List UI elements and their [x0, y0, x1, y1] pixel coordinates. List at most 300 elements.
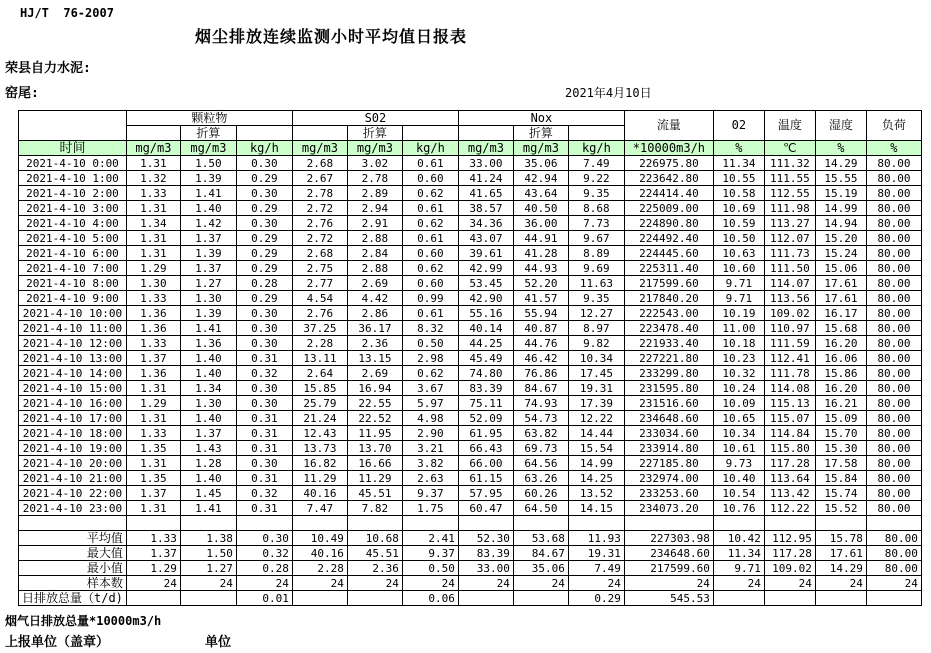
table-row — [19, 336, 922, 351]
value-cell: 9.73 — [713, 456, 764, 471]
value-cell: 40.14 — [458, 321, 513, 336]
summary-value-cell: 24 — [126, 576, 180, 591]
time-cell: 2021-4-10 21:00 — [19, 471, 127, 486]
value-cell: 52.20 — [513, 276, 568, 291]
time-cell: 2021-4-10 0:00 — [19, 156, 127, 171]
value-cell: 113.64 — [764, 471, 815, 486]
unit-nox-kgh: kg/h — [568, 141, 624, 156]
summary-value-cell: 24 — [180, 576, 236, 591]
value-cell: 0.29 — [236, 261, 292, 276]
value-cell: 15.68 — [815, 321, 866, 336]
value-cell: 112.55 — [764, 186, 815, 201]
summary-value-cell: 19.31 — [568, 546, 624, 561]
value-cell: 2.76 — [292, 306, 347, 321]
value-cell: 11.63 — [568, 276, 624, 291]
value-cell: 15.74 — [815, 486, 866, 501]
value-cell: 61.15 — [458, 471, 513, 486]
value-cell: 15.24 — [815, 246, 866, 261]
value-cell: 1.41 — [180, 321, 236, 336]
value-cell: 22.52 — [347, 411, 402, 426]
value-cell: 54.73 — [513, 411, 568, 426]
value-cell: 69.73 — [513, 441, 568, 456]
table-row — [19, 396, 922, 411]
value-cell: 80.00 — [866, 471, 921, 486]
value-cell: 10.23 — [713, 351, 764, 366]
value-cell: 80.00 — [866, 501, 921, 516]
value-cell: 0.31 — [236, 411, 292, 426]
value-cell: 233299.80 — [624, 366, 713, 381]
value-cell: 1.37 — [126, 486, 180, 501]
converted-label-so2: 折算 — [347, 126, 402, 141]
value-cell: 80.00 — [866, 426, 921, 441]
value-cell: 80.00 — [866, 381, 921, 396]
value-cell: 2.78 — [292, 186, 347, 201]
value-cell: 1.41 — [180, 501, 236, 516]
value-cell: 80.00 — [866, 411, 921, 426]
value-cell: 0.30 — [236, 336, 292, 351]
value-cell: 114.08 — [764, 381, 815, 396]
table-row — [19, 156, 922, 171]
value-cell: 15.85 — [292, 381, 347, 396]
value-cell: 16.20 — [815, 336, 866, 351]
value-cell: 234648.60 — [624, 411, 713, 426]
summary-value-cell: 80.00 — [866, 561, 921, 576]
time-cell: 2021-4-10 3:00 — [19, 201, 127, 216]
value-cell: 224492.40 — [624, 231, 713, 246]
value-cell: 223642.80 — [624, 171, 713, 186]
summary-value-cell: 0.50 — [402, 561, 458, 576]
value-cell: 225009.00 — [624, 201, 713, 216]
value-cell: 80.00 — [866, 366, 921, 381]
value-cell: 1.31 — [126, 231, 180, 246]
value-cell: 63.26 — [513, 471, 568, 486]
value-cell: 1.45 — [180, 486, 236, 501]
summary-value-cell: 1.33 — [126, 531, 180, 546]
summary-value-cell — [180, 591, 236, 606]
table-row — [19, 351, 922, 366]
summary-value-cell: 1.38 — [180, 531, 236, 546]
time-cell: 2021-4-10 22:00 — [19, 486, 127, 501]
value-cell: 80.00 — [866, 486, 921, 501]
summary-row — [19, 546, 922, 561]
value-cell: 111.55 — [764, 171, 815, 186]
value-cell: 224414.40 — [624, 186, 713, 201]
value-cell: 111.32 — [764, 156, 815, 171]
value-cell: 1.39 — [180, 171, 236, 186]
value-cell: 10.34 — [568, 351, 624, 366]
unit-pm-mg-converted: mg/m3 — [180, 141, 236, 156]
value-cell: 41.65 — [458, 186, 513, 201]
summary-value-cell — [126, 591, 180, 606]
value-cell: 2.64 — [292, 366, 347, 381]
value-cell: 1.40 — [180, 201, 236, 216]
col-load: 负荷 — [866, 111, 921, 141]
value-cell: 2.86 — [347, 306, 402, 321]
value-cell: 2.84 — [347, 246, 402, 261]
value-cell: 3.67 — [402, 381, 458, 396]
blank-cell — [458, 516, 513, 531]
value-cell: 37.25 — [292, 321, 347, 336]
value-cell: 2.89 — [347, 186, 402, 201]
value-cell: 15.30 — [815, 441, 866, 456]
blank-cell — [568, 516, 624, 531]
table-row — [19, 426, 922, 441]
summary-value-cell: 217599.60 — [624, 561, 713, 576]
value-cell: 83.39 — [458, 381, 513, 396]
blank-cell — [402, 126, 458, 141]
summary-label: 平均值 — [19, 531, 127, 546]
value-cell: 10.60 — [713, 261, 764, 276]
value-cell: 14.94 — [815, 216, 866, 231]
blank-cell — [402, 516, 458, 531]
value-cell: 0.30 — [236, 381, 292, 396]
value-cell: 11.29 — [292, 471, 347, 486]
value-cell: 234073.20 — [624, 501, 713, 516]
value-cell: 39.61 — [458, 246, 513, 261]
summary-value-cell — [815, 591, 866, 606]
value-cell: 113.42 — [764, 486, 815, 501]
value-cell: 4.42 — [347, 291, 402, 306]
value-cell: 8.97 — [568, 321, 624, 336]
value-cell: 111.98 — [764, 201, 815, 216]
value-cell: 36.17 — [347, 321, 402, 336]
value-cell: 52.09 — [458, 411, 513, 426]
summary-value-cell: 52.30 — [458, 531, 513, 546]
value-cell: 114.84 — [764, 426, 815, 441]
reporting-unit-label: 上报单位（盖章） — [5, 635, 110, 650]
summary-value-cell: 33.00 — [458, 561, 513, 576]
value-cell: 13.15 — [347, 351, 402, 366]
table-row — [19, 246, 922, 261]
value-cell: 17.39 — [568, 396, 624, 411]
value-cell: 14.99 — [815, 201, 866, 216]
value-cell: 10.76 — [713, 501, 764, 516]
summary-value-cell: 0.01 — [236, 591, 292, 606]
value-cell: 0.60 — [402, 276, 458, 291]
value-cell: 66.00 — [458, 456, 513, 471]
value-cell: 43.07 — [458, 231, 513, 246]
value-cell: 7.82 — [347, 501, 402, 516]
spacer-row — [19, 516, 922, 531]
summary-value-cell — [866, 591, 921, 606]
value-cell: 2.72 — [292, 231, 347, 246]
value-cell: 80.00 — [866, 456, 921, 471]
value-cell: 0.60 — [402, 246, 458, 261]
value-cell: 80.00 — [866, 276, 921, 291]
summary-value-cell: 109.02 — [764, 561, 815, 576]
report-date: 2021年4月10日 — [565, 86, 652, 100]
time-cell: 2021-4-10 10:00 — [19, 306, 127, 321]
summary-value-cell: 24 — [815, 576, 866, 591]
time-cell: 2021-4-10 8:00 — [19, 276, 127, 291]
value-cell: 2.98 — [402, 351, 458, 366]
value-cell: 7.49 — [568, 156, 624, 171]
value-cell: 66.43 — [458, 441, 513, 456]
value-cell: 40.87 — [513, 321, 568, 336]
header-row-units — [19, 141, 922, 156]
table-row — [19, 456, 922, 471]
summary-value-cell: 0.29 — [568, 591, 624, 606]
company-name: 荣县自力水泥: — [5, 61, 91, 76]
blank-cell — [764, 516, 815, 531]
summary-value-cell: 24 — [292, 576, 347, 591]
value-cell: 13.11 — [292, 351, 347, 366]
summary-value-cell: 0.06 — [402, 591, 458, 606]
value-cell: 10.65 — [713, 411, 764, 426]
value-cell: 112.07 — [764, 231, 815, 246]
value-cell: 231595.80 — [624, 381, 713, 396]
value-cell: 1.37 — [180, 426, 236, 441]
value-cell: 17.61 — [815, 276, 866, 291]
value-cell: 3.82 — [402, 456, 458, 471]
value-cell: 2.75 — [292, 261, 347, 276]
summary-value-cell: 0.32 — [236, 546, 292, 561]
value-cell: 16.06 — [815, 351, 866, 366]
value-cell: 14.29 — [815, 156, 866, 171]
value-cell: 8.89 — [568, 246, 624, 261]
value-cell: 45.49 — [458, 351, 513, 366]
value-cell: 1.37 — [180, 261, 236, 276]
summary-value-cell: 40.16 — [292, 546, 347, 561]
unit-so2-mg: mg/m3 — [292, 141, 347, 156]
value-cell: 1.40 — [180, 366, 236, 381]
value-cell: 63.82 — [513, 426, 568, 441]
value-cell: 0.29 — [236, 231, 292, 246]
value-cell: 25.79 — [292, 396, 347, 411]
blank-cell — [713, 516, 764, 531]
unit-so2-mg-converted: mg/m3 — [347, 141, 402, 156]
summary-value-cell: 24 — [866, 576, 921, 591]
value-cell: 1.75 — [402, 501, 458, 516]
value-cell: 1.31 — [126, 201, 180, 216]
value-cell: 0.61 — [402, 306, 458, 321]
value-cell: 15.06 — [815, 261, 866, 276]
value-cell: 0.29 — [236, 246, 292, 261]
value-cell: 1.34 — [126, 216, 180, 231]
value-cell: 1.34 — [180, 381, 236, 396]
value-cell: 10.24 — [713, 381, 764, 396]
value-cell: 1.39 — [180, 246, 236, 261]
value-cell: 0.31 — [236, 351, 292, 366]
value-cell: 16.20 — [815, 381, 866, 396]
value-cell: 53.45 — [458, 276, 513, 291]
value-cell: 10.63 — [713, 246, 764, 261]
time-cell: 2021-4-10 13:00 — [19, 351, 127, 366]
table-row — [19, 186, 922, 201]
value-cell: 33.00 — [458, 156, 513, 171]
flow-total-note: 烟气日排放总量*10000m3/h — [5, 614, 162, 628]
value-cell: 12.22 — [568, 411, 624, 426]
value-cell: 80.00 — [866, 201, 921, 216]
summary-value-cell: 1.27 — [180, 561, 236, 576]
value-cell: 80.00 — [866, 171, 921, 186]
time-column-spacer — [19, 111, 127, 141]
time-cell: 2021-4-10 4:00 — [19, 216, 127, 231]
value-cell: 11.34 — [713, 156, 764, 171]
summary-label: 日排放总量（t/d) — [19, 591, 127, 606]
value-cell: 61.95 — [458, 426, 513, 441]
value-cell: 2.77 — [292, 276, 347, 291]
table-row — [19, 201, 922, 216]
value-cell: 114.07 — [764, 276, 815, 291]
summary-value-cell — [513, 591, 568, 606]
value-cell: 2.67 — [292, 171, 347, 186]
value-cell: 1.33 — [126, 426, 180, 441]
summary-label: 样本数 — [19, 576, 127, 591]
value-cell: 112.41 — [764, 351, 815, 366]
summary-value-cell: 1.37 — [126, 546, 180, 561]
value-cell: 0.30 — [236, 321, 292, 336]
table-row — [19, 261, 922, 276]
value-cell: 0.60 — [402, 171, 458, 186]
unit-so2-kgh: kg/h — [402, 141, 458, 156]
value-cell: 2.76 — [292, 216, 347, 231]
summary-value-cell: 24 — [568, 576, 624, 591]
value-cell: 44.91 — [513, 231, 568, 246]
value-cell: 233034.60 — [624, 426, 713, 441]
summary-value-cell: 53.68 — [513, 531, 568, 546]
value-cell: 111.50 — [764, 261, 815, 276]
value-cell: 14.44 — [568, 426, 624, 441]
summary-value-cell — [347, 591, 402, 606]
value-cell: 1.40 — [180, 471, 236, 486]
value-cell: 10.32 — [713, 366, 764, 381]
value-cell: 1.36 — [126, 366, 180, 381]
blank-cell — [866, 516, 921, 531]
value-cell: 10.34 — [713, 426, 764, 441]
value-cell: 4.98 — [402, 411, 458, 426]
summary-row — [19, 576, 922, 591]
value-cell: 221933.40 — [624, 336, 713, 351]
value-cell: 80.00 — [866, 291, 921, 306]
value-cell: 10.18 — [713, 336, 764, 351]
value-cell: 12.43 — [292, 426, 347, 441]
value-cell: 11.29 — [347, 471, 402, 486]
value-cell: 75.11 — [458, 396, 513, 411]
blank-cell — [815, 516, 866, 531]
value-cell: 9.67 — [568, 231, 624, 246]
col-temperature: 温度 — [764, 111, 815, 141]
value-cell: 115.07 — [764, 411, 815, 426]
value-cell: 15.84 — [815, 471, 866, 486]
converted-label-nox: 折算 — [513, 126, 568, 141]
value-cell: 15.52 — [815, 501, 866, 516]
time-cell: 2021-4-10 9:00 — [19, 291, 127, 306]
summary-value-cell: 11.34 — [713, 546, 764, 561]
summary-row — [19, 591, 922, 606]
summary-value-cell — [458, 591, 513, 606]
time-cell: 2021-4-10 7:00 — [19, 261, 127, 276]
value-cell: 41.28 — [513, 246, 568, 261]
value-cell: 42.94 — [513, 171, 568, 186]
summary-value-cell: 24 — [236, 576, 292, 591]
unit-load: % — [866, 141, 921, 156]
value-cell: 231516.60 — [624, 396, 713, 411]
value-cell: 0.62 — [402, 261, 458, 276]
value-cell: 44.93 — [513, 261, 568, 276]
value-cell: 1.27 — [180, 276, 236, 291]
value-cell: 1.43 — [180, 441, 236, 456]
value-cell: 40.16 — [292, 486, 347, 501]
unit-nox-mg: mg/m3 — [458, 141, 513, 156]
table-row — [19, 501, 922, 516]
value-cell: 14.99 — [568, 456, 624, 471]
value-cell: 44.76 — [513, 336, 568, 351]
value-cell: 15.54 — [568, 441, 624, 456]
value-cell: 0.30 — [236, 306, 292, 321]
value-cell: 10.50 — [713, 231, 764, 246]
value-cell: 46.42 — [513, 351, 568, 366]
value-cell: 1.30 — [180, 291, 236, 306]
summary-value-cell: 24 — [347, 576, 402, 591]
value-cell: 15.55 — [815, 171, 866, 186]
value-cell: 224890.80 — [624, 216, 713, 231]
value-cell: 0.62 — [402, 366, 458, 381]
value-cell: 10.69 — [713, 201, 764, 216]
value-cell: 80.00 — [866, 321, 921, 336]
value-cell: 1.36 — [126, 306, 180, 321]
value-cell: 1.33 — [126, 336, 180, 351]
value-cell: 1.35 — [126, 441, 180, 456]
blank-cell — [292, 126, 347, 141]
col-group-so2: S02 — [292, 111, 458, 126]
station-name: 窑尾: — [5, 86, 39, 101]
value-cell: 8.68 — [568, 201, 624, 216]
value-cell: 0.30 — [236, 156, 292, 171]
value-cell: 10.58 — [713, 186, 764, 201]
blank-cell — [513, 516, 568, 531]
value-cell: 223478.40 — [624, 321, 713, 336]
table-row — [19, 291, 922, 306]
blank-cell — [236, 516, 292, 531]
value-cell: 15.20 — [815, 231, 866, 246]
value-cell: 10.09 — [713, 396, 764, 411]
time-cell: 2021-4-10 20:00 — [19, 456, 127, 471]
blank-cell — [347, 516, 402, 531]
value-cell: 1.31 — [126, 501, 180, 516]
value-cell: 4.54 — [292, 291, 347, 306]
summary-value-cell: 24 — [624, 576, 713, 591]
value-cell: 1.29 — [126, 261, 180, 276]
value-cell: 80.00 — [866, 441, 921, 456]
summary-value-cell: 15.78 — [815, 531, 866, 546]
value-cell: 80.00 — [866, 396, 921, 411]
value-cell: 2.68 — [292, 156, 347, 171]
summary-value-cell: 9.71 — [713, 561, 764, 576]
value-cell: 44.25 — [458, 336, 513, 351]
value-cell: 17.61 — [815, 291, 866, 306]
value-cell: 42.90 — [458, 291, 513, 306]
value-cell: 14.25 — [568, 471, 624, 486]
value-cell: 16.21 — [815, 396, 866, 411]
time-cell: 2021-4-10 1:00 — [19, 171, 127, 186]
value-cell: 9.35 — [568, 186, 624, 201]
summary-value-cell: 24 — [458, 576, 513, 591]
value-cell: 0.61 — [402, 156, 458, 171]
value-cell: 113.27 — [764, 216, 815, 231]
table-row — [19, 276, 922, 291]
value-cell: 113.56 — [764, 291, 815, 306]
value-cell: 9.69 — [568, 261, 624, 276]
value-cell: 0.61 — [402, 201, 458, 216]
converted-label-pm: 折算 — [180, 126, 236, 141]
time-cell: 2021-4-10 19:00 — [19, 441, 127, 456]
value-cell: 1.31 — [126, 156, 180, 171]
blank-cell — [126, 516, 180, 531]
time-cell: 2021-4-10 6:00 — [19, 246, 127, 261]
value-cell: 80.00 — [866, 231, 921, 246]
summary-value-cell: 7.49 — [568, 561, 624, 576]
